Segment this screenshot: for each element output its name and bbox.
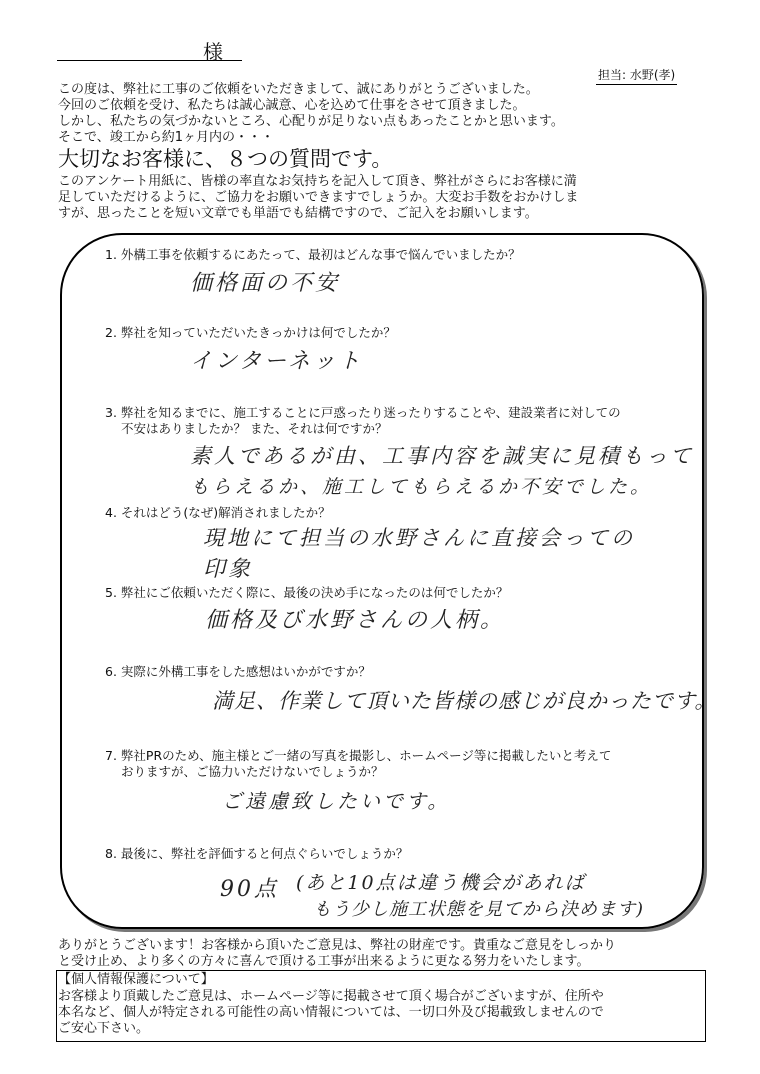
question-2: 2. 弊社を知っていただいたきっかけは何でしたか？ [105, 325, 396, 340]
intro-line-3: しかし、私たちの気づかないところ、心配りが足りない点もあったことかと思います。 [58, 114, 564, 129]
answer-8-score: 90点 [220, 877, 279, 902]
answer-3-line-2: もらえるか、施工してもらえるか不安でした。 [190, 476, 653, 498]
answer-6: 満足、作業して頂いた皆様の感じが良かったです。 [212, 689, 717, 713]
answer-4-line-1: 現地にて担当の水野さんに直接会っての [203, 526, 635, 550]
answer-4-line-2: 印象 [203, 557, 254, 582]
answer-7: ご遠慮致したいです。 [222, 789, 451, 813]
honorific: 様 [203, 40, 223, 64]
intro-line-4: そこで、竣工から約1ヶ月内の・・・ [58, 130, 275, 145]
question-7-line-2: おりますが、ご協力いただけないでしょうか？ [121, 764, 384, 779]
request-line-3: すが、思ったことを短い文章でも単語でも結構ですので、ご記入をお願いします。 [58, 206, 538, 221]
answer-2: インターネット [190, 349, 364, 374]
privacy-title: 【個人情報保護について】 [58, 972, 214, 987]
question-7-line-1: 7. 弊社PRのため、施主様とご一緒の写真を撮影し、ホームページ等に掲載したいと考えて [105, 748, 612, 763]
privacy-line-3: ご安心下さい。 [58, 1021, 150, 1036]
intro-heading: 大切なお客様に、８つの質問です。 [58, 147, 393, 171]
question-5: 5. 弊社にご依頼いただく際に、最後の決め手になったのは何でしたか？ [105, 585, 509, 600]
question-4: 4. それはどう(なぜ)解消されましたか？ [105, 505, 331, 520]
intro-line-2: 今回のご依頼を受け、私たちは誠心誠意、心を込めて仕事をさせて頂きました。 [58, 98, 526, 113]
thanks-line-2: と受け止め、より多くの方々に喜んで頂ける工事が出来るように更なる努力をいたします。 [58, 954, 590, 969]
answer-8-line-1: (あと10点は違う機会があれば [296, 872, 586, 894]
question-1: 1. 外構工事を依頼するにあたって、最初はどんな事で悩んでいましたか？ [105, 247, 521, 262]
answer-3-line-1: 素人であるが由、工事内容を誠実に見積もって [190, 444, 694, 468]
answer-5: 価格及び水野さんの人柄。 [205, 608, 506, 633]
privacy-line-2: 本名など、個人が特定される可能性の高い情報については、一切口外及び掲載致しませんので [58, 1005, 604, 1020]
staff-label: 担当: 水野(孝) [596, 66, 677, 85]
request-line-2: 足していただけるように、ご協力をお願いできますでしょうか。大変お手数をおかけしま [58, 190, 579, 205]
privacy-line-1: お客様より頂戴したご意見は、ホームページ等に掲載させて頂く場合がございますが、住所や [58, 989, 604, 1004]
answer-8-line-2: もう少し施工状態を見てから決めます) [313, 899, 645, 920]
question-6: 6. 実際に外構工事をした感想はいかがですか？ [105, 664, 371, 679]
request-line-1: このアンケート用紙に、皆様の率直なお気持ちを記入して頂き、弊社がさらにお客様に満 [58, 174, 577, 189]
thanks-line-1: ありがとうございます！お客様から頂いたご意見は、弊社の財産です。貴重なご意見をしっかり [58, 938, 616, 953]
intro-line-1: この度は、弊社に工事のご依頼をいただきまして、誠にありがとうございました。 [58, 82, 539, 97]
question-3-line-1: 3. 弊社を知るまでに、施工することに戸惑ったり迷ったりすることや、建設業者に対しての [105, 405, 621, 420]
question-8: 8. 最後に、弊社を評価すると何点ぐらいでしょうか？ [105, 846, 409, 861]
question-3-line-2: 不安はありましたか？ また、それは何ですか？ [121, 421, 388, 436]
answer-1: 価格面の不安 [190, 271, 341, 296]
